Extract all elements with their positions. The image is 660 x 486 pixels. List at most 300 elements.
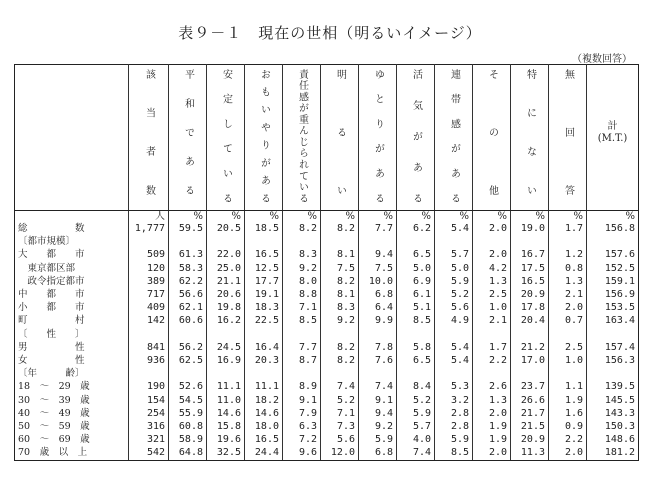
- header-label-cell: [15, 65, 129, 211]
- value-cell: 5.6: [321, 433, 359, 446]
- value-cell: 841: [129, 341, 169, 354]
- value-cell: 190: [129, 380, 169, 393]
- value-cell: 56.6: [169, 288, 207, 301]
- table-row: [15, 235, 639, 248]
- value-cell: 8.0: [283, 275, 321, 288]
- value-cell: 181.2: [587, 446, 639, 460]
- unit-cell: %: [473, 211, 511, 223]
- value-cell: 62.1: [169, 301, 207, 314]
- header-total: 計 (M.T.): [587, 65, 639, 211]
- value-cell: 11.1: [207, 380, 245, 393]
- value-cell: 542: [129, 446, 169, 460]
- value-cell: 8.5: [397, 314, 435, 327]
- header-lively: 活気がある: [397, 65, 435, 211]
- unit-cell: %: [283, 211, 321, 223]
- value-cell: 7.9: [283, 407, 321, 420]
- value-cell: 8.2: [321, 222, 359, 235]
- value-cell: 321: [129, 433, 169, 446]
- unit-cell: %: [397, 211, 435, 223]
- value-cell: 2.2: [473, 354, 511, 367]
- value-cell: 145.5: [587, 394, 639, 407]
- value-cell: [435, 367, 473, 380]
- header-other: その他: [473, 65, 511, 211]
- value-cell: 409: [129, 301, 169, 314]
- value-cell: 7.4: [321, 380, 359, 393]
- table-row: [15, 341, 639, 354]
- value-cell: 8.1: [321, 248, 359, 261]
- value-cell: 163.4: [587, 314, 639, 327]
- value-cell: 5.9: [359, 433, 397, 446]
- value-cell: 7.1: [321, 407, 359, 420]
- value-cell: 3.2: [435, 394, 473, 407]
- value-cell: 9.2: [283, 262, 321, 275]
- value-cell: 2.0: [549, 301, 587, 314]
- value-cell: 7.8: [359, 341, 397, 354]
- value-cell: 54.5: [169, 394, 207, 407]
- value-cell: 389: [129, 275, 169, 288]
- value-cell: 5.1: [397, 301, 435, 314]
- value-cell: 8.2: [321, 341, 359, 354]
- value-cell: 21.2: [511, 341, 549, 354]
- row-label: 総 数: [15, 222, 129, 235]
- unit-cell: 人: [129, 211, 169, 223]
- value-cell: 0.8: [549, 262, 587, 275]
- value-cell: [473, 235, 511, 248]
- value-cell: 7.2: [283, 433, 321, 446]
- value-cell: 8.5: [283, 314, 321, 327]
- value-cell: 18.2: [245, 394, 283, 407]
- unit-cell: %: [245, 211, 283, 223]
- value-cell: 9.2: [321, 314, 359, 327]
- value-cell: 9.1: [359, 394, 397, 407]
- value-cell: [129, 328, 169, 341]
- value-cell: 14.6: [245, 407, 283, 420]
- value-cell: 5.6: [435, 301, 473, 314]
- value-cell: [587, 367, 639, 380]
- table-row: [15, 354, 639, 367]
- value-cell: 19.6: [207, 433, 245, 446]
- value-cell: 8.3: [321, 301, 359, 314]
- value-cell: [435, 235, 473, 248]
- value-cell: [587, 328, 639, 341]
- table-row: [15, 222, 639, 235]
- value-cell: [473, 328, 511, 341]
- row-label: 30 〜 39 歳: [15, 394, 129, 407]
- table-row: [15, 248, 639, 261]
- value-cell: 7.7: [359, 222, 397, 235]
- value-cell: 1.9: [473, 420, 511, 433]
- value-cell: 1.3: [473, 394, 511, 407]
- header-solidarity: 連帯感がある: [435, 65, 473, 211]
- value-cell: 2.0: [549, 446, 587, 460]
- table-row: [15, 380, 639, 393]
- row-label: 中 都 市: [15, 288, 129, 301]
- value-cell: 4.0: [397, 433, 435, 446]
- row-label: 50 〜 59 歳: [15, 420, 129, 433]
- value-cell: 148.6: [587, 433, 639, 446]
- value-cell: 2.0: [473, 248, 511, 261]
- header-no-answer: 無回答: [549, 65, 587, 211]
- value-cell: 1.6: [549, 407, 587, 420]
- value-cell: 7.5: [359, 262, 397, 275]
- value-cell: [359, 328, 397, 341]
- value-cell: 5.8: [397, 341, 435, 354]
- value-cell: 7.6: [359, 354, 397, 367]
- value-cell: 8.2: [283, 222, 321, 235]
- value-cell: 5.2: [321, 394, 359, 407]
- value-cell: 316: [129, 420, 169, 433]
- value-cell: [511, 328, 549, 341]
- value-cell: 5.4: [435, 222, 473, 235]
- row-label: 〔都市規模〕: [15, 235, 129, 248]
- value-cell: 8.4: [397, 380, 435, 393]
- value-cell: 59.5: [169, 222, 207, 235]
- value-cell: 9.2: [359, 420, 397, 433]
- row-label: 大 都 市: [15, 248, 129, 261]
- value-cell: 0.9: [549, 420, 587, 433]
- value-cell: [129, 235, 169, 248]
- value-cell: 58.9: [169, 433, 207, 446]
- value-cell: [207, 235, 245, 248]
- value-cell: [359, 367, 397, 380]
- value-cell: 19.1: [245, 288, 283, 301]
- value-cell: 7.5: [321, 262, 359, 275]
- value-cell: 1.3: [549, 275, 587, 288]
- value-cell: 7.4: [397, 446, 435, 460]
- value-cell: 7.4: [359, 380, 397, 393]
- value-cell: 1.1: [549, 380, 587, 393]
- value-cell: 2.0: [473, 222, 511, 235]
- value-cell: 2.0: [473, 407, 511, 420]
- value-cell: [587, 235, 639, 248]
- value-cell: 20.9: [511, 433, 549, 446]
- value-cell: 8.8: [283, 288, 321, 301]
- value-cell: 509: [129, 248, 169, 261]
- value-cell: 5.2: [397, 394, 435, 407]
- value-cell: 22.0: [207, 248, 245, 261]
- value-cell: 2.1: [473, 314, 511, 327]
- value-cell: [169, 328, 207, 341]
- value-cell: 6.5: [397, 354, 435, 367]
- value-cell: [245, 328, 283, 341]
- value-cell: 18.3: [245, 301, 283, 314]
- value-cell: 17.8: [511, 301, 549, 314]
- value-cell: 1.9: [549, 394, 587, 407]
- value-cell: 9.1: [283, 394, 321, 407]
- value-cell: [397, 328, 435, 341]
- table-row: [15, 262, 639, 275]
- value-cell: 8.7: [283, 354, 321, 367]
- value-cell: 2.5: [473, 288, 511, 301]
- value-cell: 32.5: [207, 446, 245, 460]
- value-cell: [283, 367, 321, 380]
- unit-cell: %: [169, 211, 207, 223]
- value-cell: 5.0: [397, 262, 435, 275]
- value-cell: 22.5: [245, 314, 283, 327]
- value-cell: 16.5: [245, 248, 283, 261]
- value-cell: 1.0: [473, 301, 511, 314]
- value-cell: 16.9: [207, 354, 245, 367]
- value-cell: 16.5: [245, 433, 283, 446]
- value-cell: 58.3: [169, 262, 207, 275]
- value-cell: [129, 367, 169, 380]
- row-label: 政令指定都市: [15, 275, 129, 288]
- table-row: [15, 314, 639, 327]
- table-row: [15, 367, 639, 380]
- value-cell: 157.4: [587, 341, 639, 354]
- value-cell: 157.6: [587, 248, 639, 261]
- value-cell: 5.9: [435, 275, 473, 288]
- value-cell: 24.4: [245, 446, 283, 460]
- value-cell: 2.1: [549, 288, 587, 301]
- value-cell: 20.9: [511, 288, 549, 301]
- value-cell: 152.5: [587, 262, 639, 275]
- value-cell: [283, 235, 321, 248]
- value-cell: 11.3: [511, 446, 549, 460]
- value-cell: [435, 328, 473, 341]
- value-cell: 26.6: [511, 394, 549, 407]
- value-cell: [321, 367, 359, 380]
- value-cell: 7.7: [283, 341, 321, 354]
- value-cell: 153.5: [587, 301, 639, 314]
- value-cell: 4.2: [473, 262, 511, 275]
- value-cell: 5.4: [435, 354, 473, 367]
- value-cell: 717: [129, 288, 169, 301]
- unit-cell: %: [587, 211, 639, 223]
- table-row: [15, 328, 639, 341]
- value-cell: 6.2: [397, 222, 435, 235]
- value-cell: 11.1: [245, 380, 283, 393]
- value-cell: 156.3: [587, 354, 639, 367]
- header-stable: 安定している: [207, 65, 245, 211]
- value-cell: 52.6: [169, 380, 207, 393]
- value-cell: 16.5: [511, 275, 549, 288]
- value-cell: 9.9: [359, 314, 397, 327]
- value-cell: 18.5: [245, 222, 283, 235]
- value-cell: 159.1: [587, 275, 639, 288]
- table-row: [15, 275, 639, 288]
- header-bright: 明るい: [321, 65, 359, 211]
- row-label: 小 都 市: [15, 301, 129, 314]
- value-cell: 20.5: [207, 222, 245, 235]
- value-cell: [245, 235, 283, 248]
- value-cell: 6.5: [397, 248, 435, 261]
- value-cell: 8.2: [321, 275, 359, 288]
- value-cell: 139.5: [587, 380, 639, 393]
- value-cell: 20.3: [245, 354, 283, 367]
- table-row: [15, 420, 639, 433]
- value-cell: [321, 235, 359, 248]
- value-cell: 25.0: [207, 262, 245, 275]
- value-cell: 9.4: [359, 248, 397, 261]
- value-cell: [549, 235, 587, 248]
- value-cell: 21.1: [207, 275, 245, 288]
- value-cell: 12.5: [245, 262, 283, 275]
- row-label: 東京都区部: [15, 262, 129, 275]
- value-cell: 5.3: [435, 380, 473, 393]
- value-cell: 5.9: [435, 433, 473, 446]
- value-cell: 8.2: [321, 354, 359, 367]
- value-cell: [473, 367, 511, 380]
- value-cell: 150.3: [587, 420, 639, 433]
- value-cell: 6.4: [359, 301, 397, 314]
- value-cell: [207, 367, 245, 380]
- value-cell: 19.0: [511, 222, 549, 235]
- value-cell: 156.9: [587, 288, 639, 301]
- row-label: 女 性: [15, 354, 129, 367]
- value-cell: [245, 367, 283, 380]
- header-count: 該当者数: [129, 65, 169, 211]
- table-row: [15, 288, 639, 301]
- value-cell: 18.0: [245, 420, 283, 433]
- value-cell: 0.7: [549, 314, 587, 327]
- table-row: [15, 394, 639, 407]
- unit-cell: %: [435, 211, 473, 223]
- value-cell: 17.7: [245, 275, 283, 288]
- unit-cell: %: [359, 211, 397, 223]
- multiple-answer-note: （複数回答）: [572, 54, 632, 65]
- value-cell: 21.5: [511, 420, 549, 433]
- value-cell: 120: [129, 262, 169, 275]
- header-considerate: おもいやりがある: [245, 65, 283, 211]
- value-cell: [397, 367, 435, 380]
- unit-cell: %: [511, 211, 549, 223]
- row-label: 男 性: [15, 341, 129, 354]
- value-cell: [511, 235, 549, 248]
- value-cell: 6.8: [359, 288, 397, 301]
- survey-table: [14, 64, 639, 461]
- unit-cell: %: [549, 211, 587, 223]
- value-cell: 5.7: [435, 248, 473, 261]
- value-cell: 5.2: [435, 288, 473, 301]
- value-cell: 1.7: [473, 341, 511, 354]
- value-cell: 142: [129, 314, 169, 327]
- row-label: 町 村: [15, 314, 129, 327]
- value-cell: 9.6: [283, 446, 321, 460]
- value-cell: [511, 367, 549, 380]
- value-cell: 1.9: [473, 433, 511, 446]
- value-cell: 254: [129, 407, 169, 420]
- value-cell: 156.8: [587, 222, 639, 235]
- row-label: 40 〜 49 歳: [15, 407, 129, 420]
- header-row: [15, 65, 639, 211]
- value-cell: 16.2: [207, 314, 245, 327]
- page-title: 表９－１ 現在の世相（明るいイメージ）: [178, 24, 482, 42]
- table-row: [15, 433, 639, 446]
- value-cell: [169, 235, 207, 248]
- value-cell: [359, 235, 397, 248]
- value-cell: 5.4: [435, 341, 473, 354]
- value-cell: [321, 328, 359, 341]
- unit-cell: %: [321, 211, 359, 223]
- value-cell: 8.5: [435, 446, 473, 460]
- value-cell: 17.5: [511, 262, 549, 275]
- value-cell: 8.9: [283, 380, 321, 393]
- header-responsible: 責任感が重んじられている: [283, 65, 321, 211]
- value-cell: 21.7: [511, 407, 549, 420]
- value-cell: 2.8: [435, 407, 473, 420]
- table-row: [15, 446, 639, 460]
- value-cell: 17.0: [511, 354, 549, 367]
- value-cell: 10.0: [359, 275, 397, 288]
- value-cell: 6.8: [359, 446, 397, 460]
- value-cell: 5.7: [397, 420, 435, 433]
- value-cell: 936: [129, 354, 169, 367]
- value-cell: 5.0: [435, 262, 473, 275]
- value-cell: 60.6: [169, 314, 207, 327]
- value-cell: [549, 328, 587, 341]
- value-cell: [169, 367, 207, 380]
- value-cell: 14.6: [207, 407, 245, 420]
- value-cell: [549, 367, 587, 380]
- value-cell: 20.6: [207, 288, 245, 301]
- value-cell: 23.7: [511, 380, 549, 393]
- value-cell: 19.8: [207, 301, 245, 314]
- value-cell: 5.9: [397, 407, 435, 420]
- value-cell: 7.1: [283, 301, 321, 314]
- value-cell: 2.2: [549, 433, 587, 446]
- value-cell: 6.3: [283, 420, 321, 433]
- value-cell: 2.6: [473, 380, 511, 393]
- value-cell: 7.3: [321, 420, 359, 433]
- value-cell: 20.4: [511, 314, 549, 327]
- value-cell: 61.3: [169, 248, 207, 261]
- header-peaceful: 平和である: [169, 65, 207, 211]
- value-cell: 62.5: [169, 354, 207, 367]
- table-row: [15, 407, 639, 420]
- value-cell: 16.4: [245, 341, 283, 354]
- value-cell: 8.1: [321, 288, 359, 301]
- value-cell: 16.7: [511, 248, 549, 261]
- value-cell: 154: [129, 394, 169, 407]
- unit-cell: %: [207, 211, 245, 223]
- value-cell: [397, 235, 435, 248]
- value-cell: [283, 328, 321, 341]
- value-cell: 6.1: [397, 288, 435, 301]
- value-cell: 1.2: [549, 248, 587, 261]
- value-cell: [207, 328, 245, 341]
- header-relaxed: ゆとりがある: [359, 65, 397, 211]
- value-cell: 24.5: [207, 341, 245, 354]
- value-cell: 4.9: [435, 314, 473, 327]
- value-cell: 1.0: [549, 354, 587, 367]
- value-cell: 2.5: [549, 341, 587, 354]
- value-cell: 56.2: [169, 341, 207, 354]
- row-label: 70 歳 以 上: [15, 446, 129, 460]
- header-nothing: 特にない: [511, 65, 549, 211]
- unit-row: [15, 211, 639, 223]
- value-cell: 1,777: [129, 222, 169, 235]
- value-cell: 143.3: [587, 407, 639, 420]
- value-cell: 8.3: [283, 248, 321, 261]
- value-cell: 11.0: [207, 394, 245, 407]
- value-cell: 2.0: [473, 446, 511, 460]
- table-row: [15, 301, 639, 314]
- value-cell: 55.9: [169, 407, 207, 420]
- row-label: 18 〜 29 歳: [15, 380, 129, 393]
- value-cell: 1.7: [549, 222, 587, 235]
- value-cell: 64.8: [169, 446, 207, 460]
- value-cell: 60.8: [169, 420, 207, 433]
- value-cell: 62.2: [169, 275, 207, 288]
- value-cell: 15.8: [207, 420, 245, 433]
- value-cell: 6.9: [397, 275, 435, 288]
- row-label: 60 〜 69 歳: [15, 433, 129, 446]
- row-label: 〔 性 〕: [15, 328, 129, 341]
- value-cell: 2.8: [435, 420, 473, 433]
- value-cell: 12.0: [321, 446, 359, 460]
- row-label: 〔年 齢〕: [15, 367, 129, 380]
